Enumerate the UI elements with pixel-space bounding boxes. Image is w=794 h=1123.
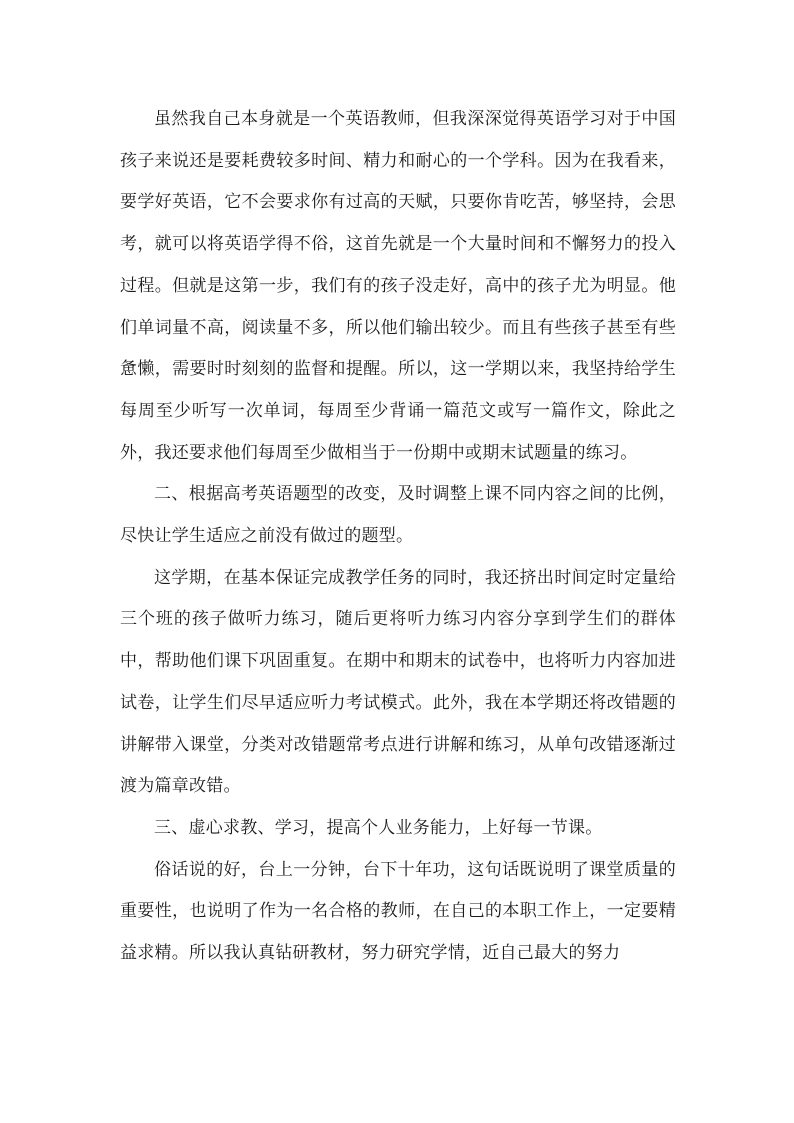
paragraph-listening-practice: 这学期，在基本保证完成教学任务的同时，我还挤出时间定时定量给三个班的孩子做听力练习，随后更将听力练习内容分享到学生们的群体中，帮助他们课下巩固重复。在期中和期末的试卷中，也将听力内容加进试卷，让学生们尽早适应听力考试模式。此外，我在本学期还将改错题的讲解带入课堂，分类对改错题常考点进行讲解和练习，从单句改错逐渐过渡为篇章改错。 — [120, 567, 676, 797]
document-body — [120, 99, 676, 975]
paragraph-english-study-effort: 虽然我自己本身就是一个英语教师，但我深深觉得英语学习对于中国孩子来说还是要耗费较多时间、精力和耐心的一个学科。因为在我看来，要学好英语，它不会要求你有过高的天赋，只要你肯吃苦，够坚持，会思考，就可以将英语学得不俗，这首先就是一个大量时间和不懈努力的投入过程。但就是这第一步，我们有的孩子没走好，高中的孩子尤为明显。他们单词量不高，阅读量不多，所以他们输出较少。而且有些孩子甚至有些惫懒，需要时时刻刻的监督和提醒。所以，这一学期以来，我坚持给学生每周至少听写一次单词，每周至少背诵一篇范文或写一篇作文，除此之外，我还要求他们每周至少做相当于一份期中或期末试题量的练习。 — [120, 109, 676, 463]
paragraph-section-three-heading: 三、虚心求教、学习，提高个人业务能力，上好每一节课。 — [154, 817, 603, 838]
paragraph-classroom-quality: 俗话说的好，台上一分钟，台下十年功，这句话既说明了课堂质量的重要性，也说明了作为一名合格的教师，在自己的本职工作上，一定要精益求精。所以我认真钻研教材，努力研究学情，近自己最大的努力 — [120, 859, 676, 964]
paragraph-section-two-heading: 二、根据高考英语题型的改变，及时调整上课不同内容之间的比例，尽快让学生适应之前没有做过的题型。 — [120, 484, 676, 547]
